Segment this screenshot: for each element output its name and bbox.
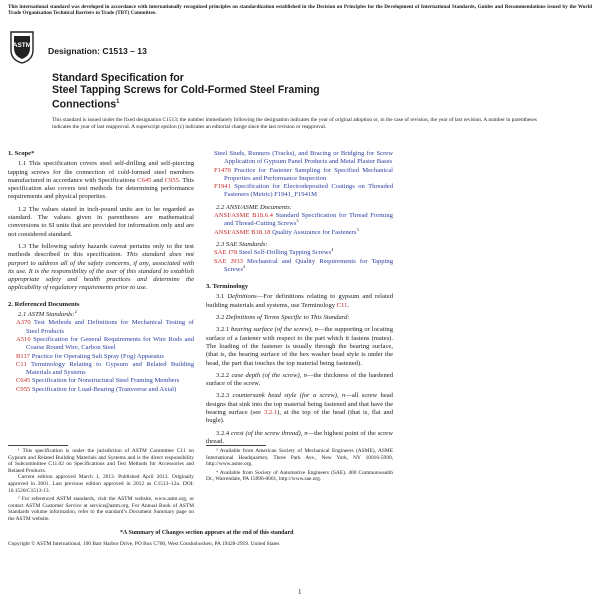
astm-reference-list-continued bbox=[206, 167, 393, 200]
left-column bbox=[8, 150, 194, 394]
astm-ref-4 bbox=[8, 377, 194, 385]
reference-title[interactable]: Practice for Fastener Sampling for Specified Mechanical Properties and Performance Inspection bbox=[224, 166, 393, 182]
footnote-marker: 4 bbox=[243, 263, 246, 269]
link-3-2-1[interactable]: 3.2.1 bbox=[263, 409, 278, 417]
reference-title[interactable]: Specification for Electrodeposited Coatings on Threaded Fasteners (Metric) F1941_F1941M bbox=[224, 183, 393, 199]
link-c11[interactable]: C11 bbox=[336, 301, 348, 309]
astm-standards-label: 2.1 ASTM Standards:$^2$ bbox=[18, 308, 77, 319]
reference-code-link[interactable]: ANSI/ASME B18.18 bbox=[214, 228, 271, 236]
para-1-1: 1.1 This specification covers steel self-drilling and self-piercing tapping screws for the connection of cold-formed steel members manufactured in accordance with Specifications C645 and C955. This specification also covers test methods for determining performance requirements and physical properties. bbox=[8, 160, 194, 201]
reference-code-link[interactable]: B117 bbox=[16, 352, 31, 360]
sae-reference-list bbox=[206, 249, 393, 274]
footnote-marker: 3 bbox=[356, 226, 359, 232]
reference-title[interactable]: Specification for General Requirements for Wire Rods and Coarse Round Wire, Carbon Steel bbox=[26, 335, 194, 352]
astm-ref-0 bbox=[8, 319, 194, 336]
astm-logo bbox=[8, 30, 36, 64]
reference-title[interactable]: Standard Specification for Thread Forming and Thread-Cutting Screws bbox=[224, 212, 393, 228]
copyright-line: Copyright © ASTM International, 100 Barr Harbor Drive, PO Box C700, West Conshohocken, PA 19428-2959. United States bbox=[8, 541, 280, 547]
footnotes-left bbox=[8, 448, 194, 523]
reference-title[interactable]: Quality Assurance for Fasteners bbox=[270, 228, 357, 236]
reference-code-link[interactable]: SAE J933 bbox=[214, 257, 243, 265]
footnote-marker: 3 bbox=[296, 218, 299, 224]
reference-title[interactable]: Practice for Operating Salt Spray (Fog) Apparatus bbox=[30, 352, 164, 360]
references-heading: 2. Referenced Documents bbox=[8, 300, 80, 308]
asme-label: 2.2 ANSI/ASME Documents: bbox=[216, 203, 292, 211]
svg-text:ASTM: ASTM bbox=[12, 42, 32, 49]
para-1-2: 1.2 The values stated in inch-pound units are to be regarded as standard. The values given in parentheses are mathematical conversions to SI units that are provided for information only and are not considered standard. bbox=[8, 205, 194, 238]
para-3-1: 3.1 Definitions—For definitions relating to gypsum and related building materials and systems, use Terminology C11. bbox=[206, 293, 393, 309]
reference-title[interactable]: Terminology Relating to Gypsum and Related Building Materials and Systems bbox=[26, 360, 194, 377]
reference-code-link[interactable]: C11 bbox=[16, 360, 27, 368]
para-3-2-1: 3.2.1 bearing surface (of the screw), n—the supporting or locating surface of a fastener with respect to the part which it fastens (mates). The loading of the fastener is usually through the bearing surface, (that is, the bearing surface of the hex washer head style is under the head, the part that touches the top material being fastened). bbox=[206, 326, 394, 367]
title-line-3: Connections$^1$ bbox=[52, 98, 120, 111]
footnotes-right bbox=[206, 448, 393, 483]
para-3-2-4: 3.2.4 crest (of the screw thread), n—the highest point of the screw thread. bbox=[206, 429, 393, 445]
reference-title[interactable]: Test Methods and Definitions for Mechanical Testing of Steel Products bbox=[26, 319, 194, 335]
footnote-rule-right bbox=[206, 445, 266, 446]
reference-code-link[interactable]: A510 bbox=[16, 335, 31, 343]
astm-ref-cont-1 bbox=[206, 183, 393, 200]
para-1-3: 1.3 The following safety hazards caveat pertains only to the test methods described in this specification. This standard does not purport to address all of the safety concerns, if any, associated with its use. It is the responsibility of the user of this standard to establish appropriate safety and health practices and determine the applicability of regulatory requirements prior to use. bbox=[8, 242, 194, 292]
sae-ref-0 bbox=[206, 249, 393, 257]
title-line-1: Standard Specification for bbox=[52, 72, 184, 84]
sae-label: 2.3 SAE Standards: bbox=[216, 240, 268, 248]
title-line-2: Steel Tapping Screws for Cold-Formed Steel Framing bbox=[52, 84, 320, 96]
title-block bbox=[52, 72, 532, 111]
reference-code-link[interactable]: C645 bbox=[16, 377, 31, 385]
reference-title[interactable]: Specification for Load-Bearing (Transverse and Axial) bbox=[30, 385, 177, 393]
sae-ref-1 bbox=[206, 258, 393, 275]
reference-continued[interactable]: Steel Studs, Runners (Tracks), and Bracing or Bridging for Screw Application of Gypsum Panel Products and Metal Plaster Bases bbox=[214, 150, 393, 166]
footnote-1: ¹ This specification is under the jurisdiction of ASTM Committee C11 on Gypsum and Related Building Materials and Systems and is the direct responsibility of Subcommittee C11.02 on Specifications and Test Methods for Accessories and Related Products. bbox=[8, 448, 194, 474]
summary-note: *A Summary of Changes section appears at the end of this standard bbox=[120, 530, 294, 536]
footnote-2: ² For referenced ASTM standards, visit the ASTM website, www.astm.org, or contact ASTM Customer Service at service@astm.org. For Annual Book of ASTM Standards volume information, refer to the standard’s Document Summary page on the ASTM website. bbox=[8, 496, 194, 522]
reference-code-link[interactable]: F1941 bbox=[214, 183, 231, 191]
para-3-2-3: 3.2.3 countersunk head style (for a screw), n—all screw head designs that sink into the top material being fastened and that have the bearing surface (see 3.2.1), at the top of the head (that is, flat and bugle). bbox=[206, 392, 393, 425]
reference-title[interactable]: Mechanical and Quality Requirements for Tapping Screws bbox=[224, 257, 394, 273]
footnote-rule-left bbox=[8, 445, 68, 446]
issued-note: This standard is issued under the fixed designation C1513; the number immediately following the designation indicates the year of original adoption or, in the case of revision, the year of last revision. A number in parentheses indicates the year of last reapproval. A superscript epsilon (ε) indicates an editorial change since the last revision or reapproval. bbox=[52, 117, 537, 130]
reference-code-link[interactable]: SAE J78 bbox=[214, 249, 238, 257]
designation: Designation: C1513 – 13 bbox=[48, 46, 147, 56]
para-3-2-2: 3.2.2 case depth (of the screw), n—the thickness of the hardened surface of the screw. bbox=[206, 371, 393, 388]
asme-ref-1 bbox=[206, 226, 393, 237]
astm-ref-cont-0 bbox=[206, 167, 393, 184]
footnote-3: ³ Available from American Society of Mechanical Engineers (ASME), ASME International Headquarters, Three Park Ave., New York, NY 10016-5990, http://www.asme.org. bbox=[206, 448, 393, 468]
reference-code-link[interactable]: F1470 bbox=[214, 166, 231, 174]
astm-reference-list bbox=[8, 319, 194, 394]
page-number: 1 bbox=[298, 588, 302, 596]
para-3-2: 3.2 Definitions of Terms Specific to This Standard: bbox=[216, 314, 350, 322]
wto-note: This international standard was developed in accordance with internationally recognized principles on standardization established in the Decision on Principles for the Development of International Standards, Guides and Recommendations issued by the World Trade Organization Technical Barriers to Trade (TBT) Committee. bbox=[8, 4, 592, 17]
astm-ref-3 bbox=[8, 361, 194, 378]
terminology-heading: 3. Terminology bbox=[206, 283, 249, 291]
reference-code-link[interactable]: C955 bbox=[16, 385, 31, 393]
footnote-1-edition: Current edition approved March 1, 2013. Published April 2013. Originally approved in 2001. Last previous edition approved in 2012 as C1513–12a. DOI: 10.1520/C1513-13. bbox=[8, 474, 194, 494]
scope-heading: 1. Scope* bbox=[8, 150, 35, 157]
footnote-marker: 4 bbox=[331, 247, 334, 253]
reference-title[interactable]: Specification for Nonstructural Steel Framing Members bbox=[30, 377, 180, 385]
reference-title[interactable]: Steel Self-Drilling Tapping Screws bbox=[237, 249, 332, 257]
reference-code-link[interactable]: ANSI/ASME B18.6.4 bbox=[214, 212, 273, 220]
astm-ref-5 bbox=[8, 386, 194, 394]
footnote-4: ⁴ Available from Society of Automotive Engineers (SAE), 400 Commonwealth Dr., Warrendale, PA 15096-0001, http://www.sae.org. bbox=[206, 469, 393, 483]
asme-reference-list bbox=[206, 212, 393, 237]
astm-ref-2 bbox=[8, 353, 194, 361]
reference-code-link[interactable]: A370 bbox=[16, 319, 31, 327]
link-c645[interactable]: C645 bbox=[137, 176, 152, 184]
link-c955[interactable]: C955 bbox=[164, 176, 179, 184]
astm-ref-1 bbox=[8, 336, 194, 353]
right-column bbox=[206, 150, 393, 446]
